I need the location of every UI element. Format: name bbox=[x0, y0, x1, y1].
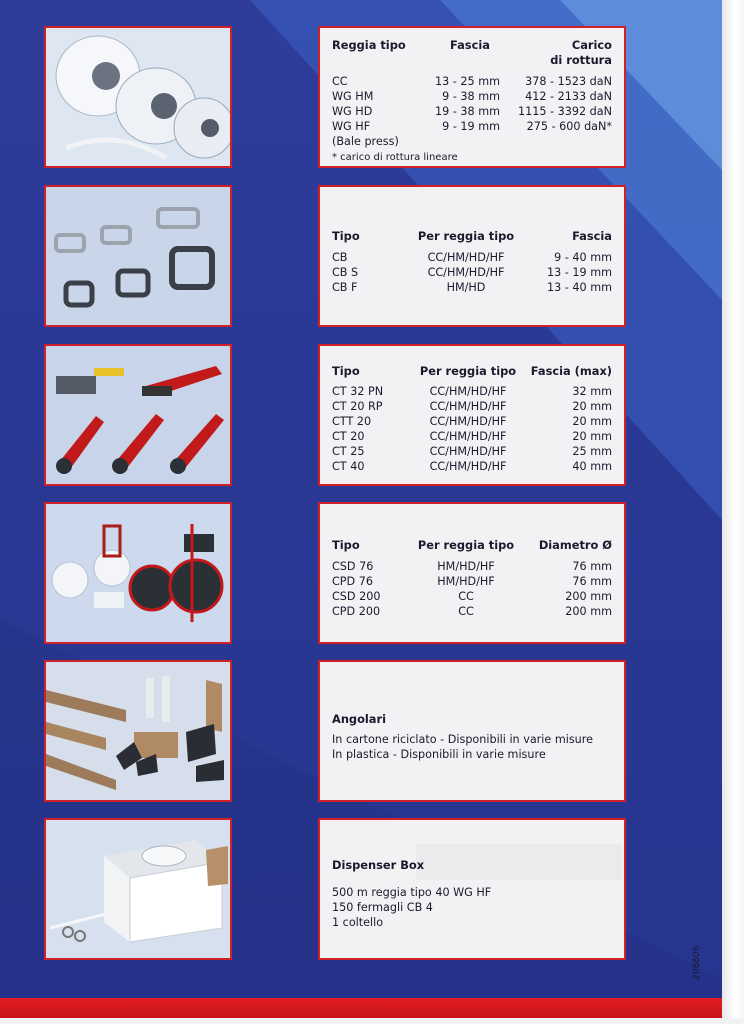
cell-diametro: 200 mm bbox=[565, 590, 612, 603]
cell-reggia: CC/HM/HD/HF bbox=[429, 430, 507, 443]
footnote: * carico di rottura lineare bbox=[332, 152, 458, 163]
table-row bbox=[332, 75, 612, 90]
cell-fascia: 25 mm bbox=[572, 445, 612, 458]
cell-reggia: CC/HM/HD/HF bbox=[429, 400, 507, 413]
contents-text: 150 fermagli CB 4 bbox=[332, 901, 433, 914]
cell-type: CSD 76 bbox=[332, 560, 374, 573]
description-line bbox=[332, 748, 612, 763]
dispenser-box-panel bbox=[318, 818, 626, 960]
catalog-code bbox=[692, 930, 706, 990]
table-row bbox=[332, 400, 612, 415]
cell-reggia: CC/HM/HD/HF bbox=[427, 266, 505, 279]
cell-type: WG HM bbox=[332, 90, 374, 103]
contents-line bbox=[332, 916, 612, 931]
bottom-red-bar bbox=[0, 998, 722, 1018]
edge-protectors-panel bbox=[318, 660, 626, 802]
blank-area bbox=[416, 844, 622, 880]
table-row bbox=[332, 385, 612, 400]
dispensers-specs-panel bbox=[318, 502, 626, 644]
header-per-reggia-tipo: Per reggia tipo bbox=[417, 538, 515, 552]
cell-carico: 275 - 600 daN* bbox=[526, 120, 612, 133]
cell-fascia: 9 - 40 mm bbox=[554, 251, 612, 264]
table-row bbox=[332, 460, 612, 475]
table-row-extra bbox=[332, 135, 612, 150]
cell-fascia: 9 - 19 mm bbox=[442, 120, 500, 133]
table-row bbox=[332, 105, 612, 120]
table-row bbox=[332, 266, 612, 281]
dispenser-box-title: Dispenser Box bbox=[332, 858, 425, 872]
table-row bbox=[332, 590, 612, 605]
cell-reggia: CC/HM/HD/HF bbox=[427, 251, 505, 264]
strapping-buckles-image bbox=[44, 185, 232, 327]
table-row bbox=[332, 415, 612, 430]
header-per-reggia-tipo: Per reggia tipo bbox=[419, 364, 517, 378]
description-text: In cartone riciclato - Disponibili in varie misure bbox=[332, 733, 593, 746]
cell-diametro: 76 mm bbox=[572, 560, 612, 573]
header-tipo: Tipo bbox=[332, 538, 360, 552]
cell-fascia: 20 mm bbox=[572, 430, 612, 443]
cell-type: CT 20 RP bbox=[332, 400, 383, 413]
cell-type: CT 25 bbox=[332, 445, 365, 458]
header-carico: Carico bbox=[571, 38, 612, 52]
cell-type: CPD 200 bbox=[332, 605, 381, 618]
header-reggia-tipo: Reggia tipo bbox=[332, 38, 406, 52]
cell-type: CPD 76 bbox=[332, 575, 373, 588]
contents-line bbox=[332, 886, 612, 901]
contents-text: 1 coltello bbox=[332, 916, 384, 929]
table-row bbox=[332, 120, 612, 135]
header-tipo: Tipo bbox=[332, 364, 360, 378]
contents-line bbox=[332, 901, 612, 916]
cell-diametro: 76 mm bbox=[572, 575, 612, 588]
plastic-strapping-rolls-image bbox=[44, 26, 232, 168]
cell-type: CT 40 bbox=[332, 460, 365, 473]
cell-reggia: HM/HD/HF bbox=[437, 575, 495, 588]
page-bottom-edge bbox=[0, 1018, 744, 1024]
cell-fascia: 13 - 19 mm bbox=[547, 266, 612, 279]
header-fascia: Fascia bbox=[450, 38, 490, 52]
cell-reggia: CC/HM/HD/HF bbox=[429, 415, 507, 428]
cell-type: CT 32 PN bbox=[332, 385, 384, 398]
cell-reggia: HM/HD/HF bbox=[437, 560, 495, 573]
cell-fascia: 9 - 38 mm bbox=[442, 90, 500, 103]
table-row bbox=[332, 430, 612, 445]
strap-dispenser-carts-image bbox=[44, 502, 232, 644]
tools-specs-panel bbox=[318, 344, 626, 486]
cell-carico: 1115 - 3392 daN bbox=[518, 105, 612, 118]
cell-type: WG HF bbox=[332, 120, 371, 133]
description-text: In plastica - Disponibili in varie misure bbox=[332, 748, 546, 761]
cell-type: CTT 20 bbox=[332, 415, 372, 428]
cell-type: CB F bbox=[332, 281, 358, 294]
cell-reggia: CC/HM/HD/HF bbox=[429, 460, 507, 473]
header-fascia: Fascia bbox=[572, 229, 612, 243]
cell-type: WG HD bbox=[332, 105, 373, 118]
edge-protectors-image bbox=[44, 660, 232, 802]
table-row bbox=[332, 281, 612, 296]
header-di-rottura: di rottura bbox=[550, 53, 612, 67]
header-diametro: Diametro Ø bbox=[538, 538, 612, 552]
cell-reggia: HM/HD bbox=[446, 281, 486, 294]
buckles-specs-panel bbox=[318, 185, 626, 327]
cell-reggia: CC bbox=[458, 590, 474, 603]
strapping-specs-panel bbox=[318, 26, 626, 168]
cell-fascia: 20 mm bbox=[572, 415, 612, 428]
table-row bbox=[332, 90, 612, 105]
cell-fascia: 13 - 40 mm bbox=[547, 281, 612, 294]
catalog-code-text: 208606 bbox=[692, 945, 702, 980]
cell-type: CC bbox=[332, 75, 348, 88]
angolari-title: Angolari bbox=[332, 712, 387, 726]
table-row bbox=[332, 575, 612, 590]
page-edge bbox=[722, 0, 744, 1024]
header-fascia-max: Fascia (max) bbox=[530, 364, 612, 378]
description-line bbox=[332, 733, 612, 748]
table-row bbox=[332, 251, 612, 266]
header-per-reggia-tipo: Per reggia tipo bbox=[417, 229, 515, 243]
cell-type: CB bbox=[332, 251, 348, 264]
cell-reggia: CC bbox=[458, 605, 474, 618]
table-row bbox=[332, 605, 612, 620]
cell-fascia: 13 - 25 mm bbox=[435, 75, 500, 88]
cell-diametro: 200 mm bbox=[565, 605, 612, 618]
cell-type: CSD 200 bbox=[332, 590, 381, 603]
strapping-tools-image bbox=[44, 344, 232, 486]
cell-fascia: 32 mm bbox=[572, 385, 612, 398]
header-tipo: Tipo bbox=[332, 229, 360, 243]
contents-text: 500 m reggia tipo 40 WG HF bbox=[332, 886, 492, 899]
table-row bbox=[332, 445, 612, 460]
cell-fascia: 20 mm bbox=[572, 400, 612, 413]
cell-carico: 412 - 2133 daN bbox=[525, 90, 612, 103]
cell-type: CT 20 bbox=[332, 430, 365, 443]
cell-type: CB S bbox=[332, 266, 359, 279]
dispenser-box-image bbox=[44, 818, 232, 960]
cell-reggia: CC/HM/HD/HF bbox=[429, 385, 507, 398]
cell-carico: 378 - 1523 daN bbox=[525, 75, 612, 88]
bale-press-label: (Bale press) bbox=[332, 135, 399, 148]
cell-fascia: 40 mm bbox=[572, 460, 612, 473]
cell-fascia: 19 - 38 mm bbox=[435, 105, 500, 118]
cell-reggia: CC/HM/HD/HF bbox=[429, 445, 507, 458]
table-row bbox=[332, 560, 612, 575]
